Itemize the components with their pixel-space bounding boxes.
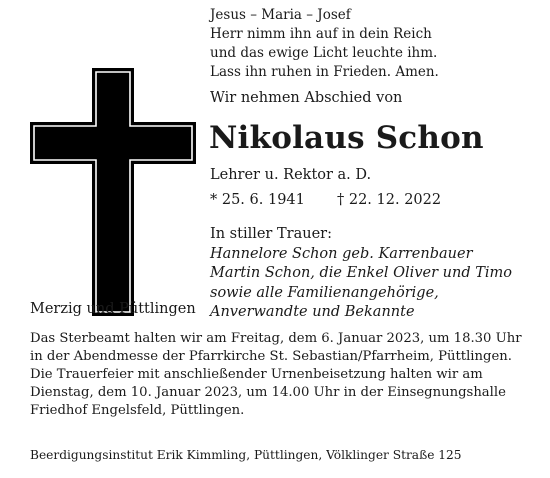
mourner-line: Martin Schon, die Enkel Oliver und Timo (210, 265, 512, 281)
notice-line: Die Trauerfeier mit anschließender Urnenbeisetzung halten wir am (30, 367, 483, 382)
notice-line: in der Abendmesse der Pfarrkirche St. Sebastian/Pfarrheim, Püttlingen. (30, 349, 512, 364)
mourner-line: sowie alle Familienangehörige, (210, 284, 439, 301)
prayer-line: Lass ihn ruhen in Frieden. Amen. (210, 64, 439, 80)
service-notice (30, 330, 540, 420)
places-line: Merzig und Püttlingen (30, 301, 196, 317)
undertaker-line: Beerdigungsinstitut Erik Kimmling, Püttlingen, Völklinger Straße 125 (30, 448, 462, 462)
notice-line: Dienstag, dem 10. Januar 2023, um 14.00 Uhr in der Einsegnungshalle (30, 385, 506, 400)
mourner-line: Hannelore Schon geb. Karrenbauer (210, 245, 473, 262)
mourners-block (210, 225, 540, 323)
prayer-line: Herr nimm ihn auf in dein Reich (210, 26, 432, 42)
birth-date: * 25. 6. 1941 (210, 192, 305, 208)
notice-line: Friedhof Engelsfeld, Püttlingen. (30, 403, 245, 418)
latin-cross-icon (30, 68, 196, 316)
death-date: † 22. 12. 2022 (337, 192, 442, 208)
deceased-name: Nikolaus Schon (209, 120, 484, 156)
mourner-line: Anverwandte und Bekannte (210, 304, 415, 320)
prayer-line: und das ewige Licht leuchte ihm. (210, 45, 438, 61)
farewell-line: Wir nehmen Abschied von (210, 90, 403, 106)
notice-line: Das Sterbeamt halten wir am Freitag, dem 6. Januar 2023, um 18.30 Uhr (30, 331, 522, 346)
profession: Lehrer u. Rektor a. D. (210, 167, 372, 183)
mourners-heading: In stiller Trauer: (210, 226, 332, 242)
prayer-line: Jesus – Maria – Josef (210, 7, 351, 23)
prayer-verse (210, 6, 540, 82)
